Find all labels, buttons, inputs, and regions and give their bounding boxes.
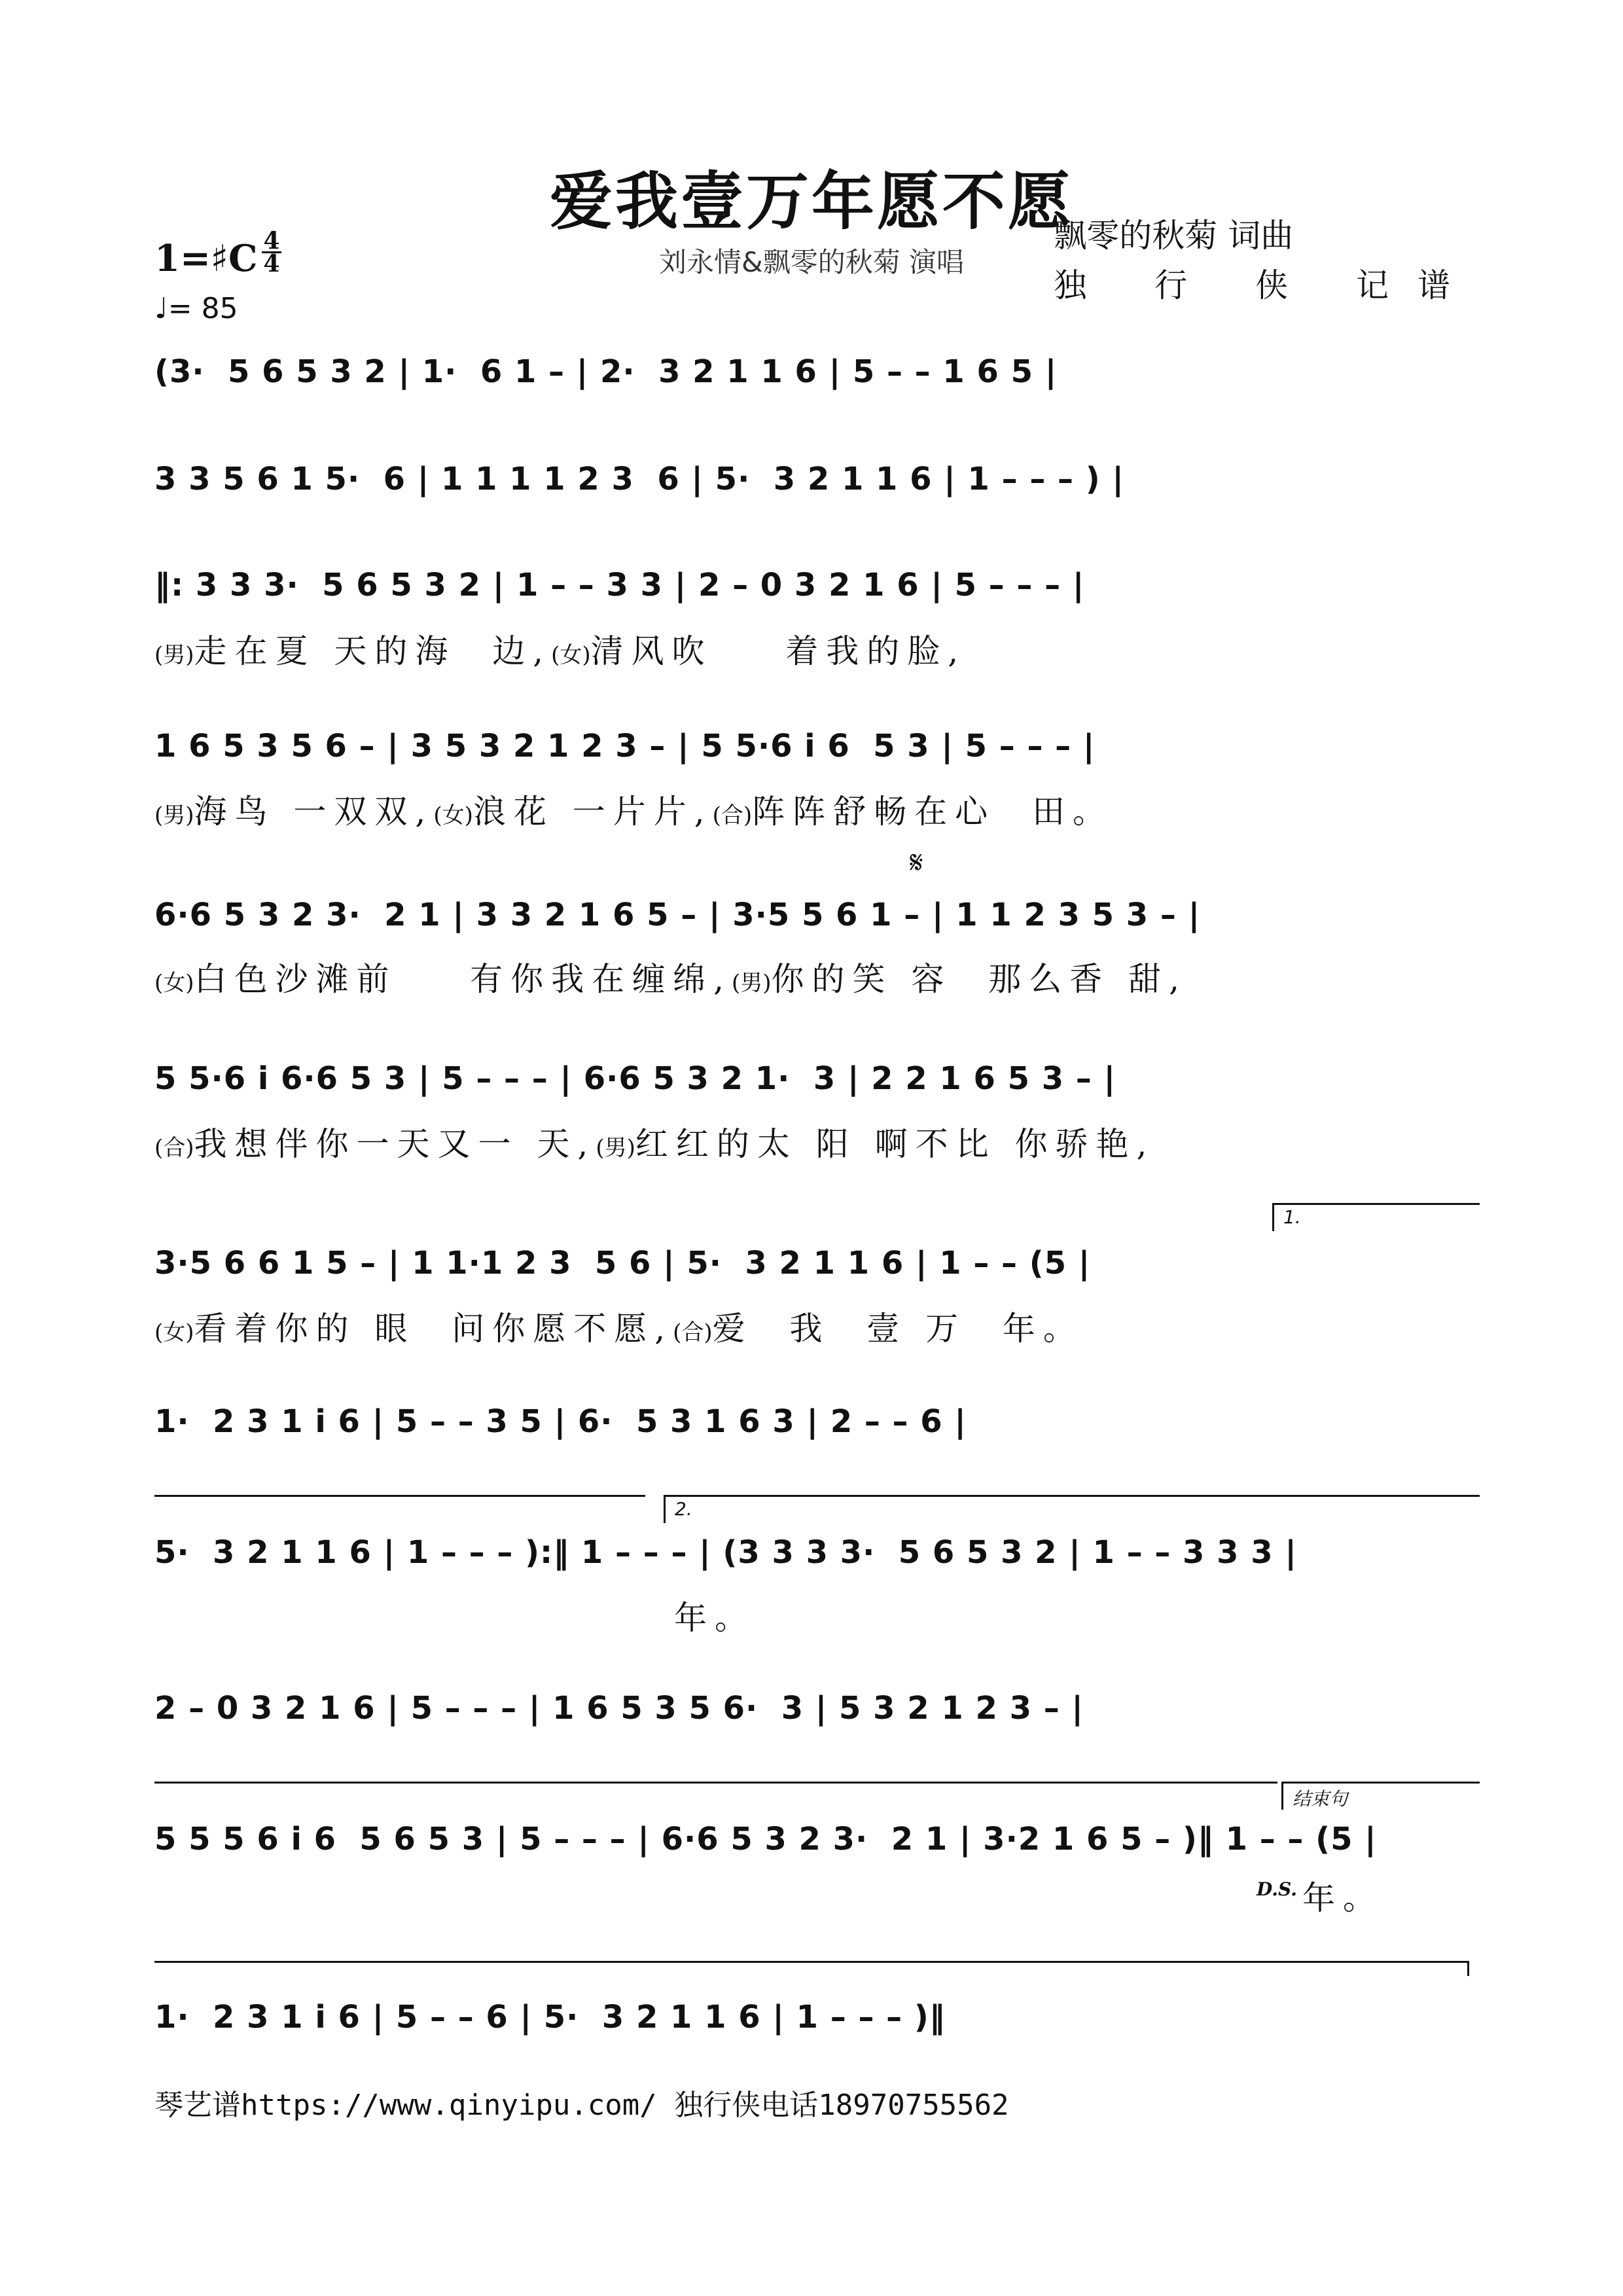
notation-system-7	[154, 1242, 1478, 1295]
transcriber: 独 行 侠 记谱	[1054, 266, 1479, 304]
notation-line: 5· 3 2 1 1 6 | 1 – – – ):‖ 1 – – – | (3 3 3 3· 5 6 5 3 2 | 1 – – 3 3 3 |	[154, 1534, 1297, 1571]
key-signature: 1=♯C	[154, 237, 258, 280]
notation-system-3	[154, 564, 1478, 617]
lyric-line-6: (合)我想伴你一天又一 天,(男)红红的太 阳 啊不比 你骄艳,	[154, 1125, 1155, 1163]
time-signature-bottom: 4	[263, 250, 280, 278]
song-title: 爱我壹万年愿不愿	[550, 164, 1073, 238]
notation-line: 3·5 6 6 1 5 – | 1 1·1 2 3 5 6 | 5· 3 2 1 1 6 | 1 – – (5 |	[154, 1245, 1091, 1282]
notation-system-9	[154, 1532, 1478, 1584]
volta-2-bracket: 2.	[664, 1495, 1480, 1523]
time-signature-top: 4	[263, 227, 280, 255]
notation-line: 6·6 5 3 2 3· 2 1 | 3 3 2 1 6 5 – | 3·5 5 6 1 – | 1 1 2 3 5 3 – |	[154, 897, 1201, 933]
notation-system-11	[154, 1818, 1478, 1871]
notation-line: 5 5·6 i 6·6 5 3 | 5 – – – | 6·6 5 3 2 1· 3 | 2 2 1 6 5 3 – |	[154, 1060, 1116, 1097]
footer-source: 琴艺谱https://www.qinyipu.com/ 独行侠电话18970755562	[154, 2089, 1009, 2122]
lyric-line-7: (女)看着你的 眼 问你愿不愿,(合)爱 我 壹 万 年。	[154, 1310, 1084, 1348]
volta-1-bracket: 1.	[1272, 1203, 1480, 1231]
notation-line: ‖: 3 3 3· 5 6 5 3 2 | 1 – – 3 3 | 2 – 0 3 2 1 6 | 5 – – – |	[154, 567, 1085, 603]
final-section-bracket	[154, 1961, 1469, 1976]
notation-system-5	[154, 894, 1478, 946]
lyricist-composer: 飘零的秋菊 词曲	[1054, 217, 1294, 255]
ds-marking: D.S.	[1257, 1878, 1298, 1900]
section-bracket-continuation	[154, 1782, 1277, 1810]
coda-bracket: 结束句	[1281, 1782, 1480, 1810]
lyric-line-3: (男)走在夏 天的海 边,(女)清风吹 着我的脸,	[154, 632, 967, 670]
notation-system-2	[154, 458, 1478, 511]
lyric-line-9: 年。	[674, 1599, 755, 1637]
notation-line: 1 6 5 3 5 6 – | 3 5 3 2 1 2 3 – | 5 5·6 i 6 5 3 | 5 – – – |	[154, 728, 1096, 764]
volta-1-continuation	[154, 1495, 645, 1523]
notation-system-4	[154, 725, 1478, 778]
notation-line: 3 3 5 6 1 5· 6 | 1 1 1 1 2 3 6 | 5· 3 2 1 1 6 | 1 – – – ) |	[154, 461, 1124, 497]
singers: 刘永情&飘零的秋菊 演唱	[658, 246, 965, 278]
notation-line: 1· 2 3 1 i 6 | 5 – – 6 | 5· 3 2 1 1 6 | 1 – – – )‖	[154, 1999, 946, 2036]
tempo-marking: ♩= 85	[154, 292, 238, 325]
time-signature	[262, 227, 281, 278]
credits	[1054, 211, 1479, 310]
lyric-line-4: (男)海鸟 一双双,(女)浪花 一片片,(合)阵阵舒畅在心 田。	[154, 793, 1113, 831]
segno-sign: 𝄋	[910, 844, 923, 881]
lyric-line-11: 年。	[1302, 1879, 1383, 1917]
notation-system-1	[154, 351, 1478, 403]
notation-system-8	[154, 1401, 1478, 1453]
notation-line: 5 5 5 6 i 6 5 6 5 3 | 5 – – – | 6·6 5 3 2 3· 2 1 | 3·2 1 6 5 – )‖ 1 – – (5 |	[154, 1821, 1377, 1857]
notation-line: 2 – 0 3 2 1 6 | 5 – – – | 1 6 5 3 5 6· 3 | 5 3 2 1 2 3 – |	[154, 1690, 1084, 1727]
lyric-line-5: (女)白色沙滩前 有你我在缠绵,(男)你的笑 容 那么香 甜,	[154, 960, 1187, 998]
notation-system-6	[154, 1058, 1478, 1110]
notation-line: (3· 5 6 5 3 2 | 1· 6 1 – | 2· 3 2 1 1 6 | 5 – – 1 6 5 |	[154, 353, 1058, 390]
notation-system-10	[154, 1687, 1478, 1740]
notation-line: 1· 2 3 1 i 6 | 5 – – 3 5 | 6· 5 3 1 6 3 | 2 – – 6 |	[154, 1403, 967, 1440]
notation-system-12	[154, 1996, 1478, 2049]
